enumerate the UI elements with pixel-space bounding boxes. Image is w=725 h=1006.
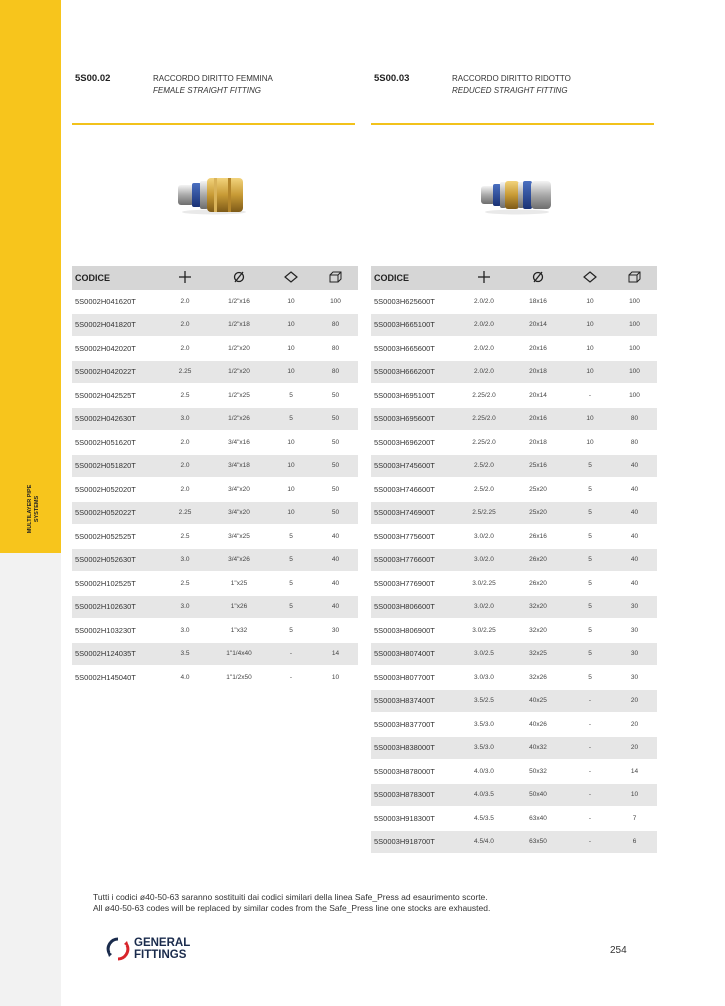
- size-cell: 32x20: [508, 595, 568, 619]
- box-cell: 40: [313, 548, 358, 572]
- table-row: [72, 619, 358, 643]
- column-header-box: [313, 266, 358, 290]
- pack-cell: 5: [568, 666, 612, 690]
- section-title-it: RACCORDO DIRITTO RIDOTTO: [452, 74, 571, 83]
- size-cell: 1/2"x25: [209, 384, 269, 408]
- table-row: [371, 454, 657, 478]
- pack-cell: -: [568, 783, 612, 807]
- size-cell: 1"1/2x50: [209, 666, 269, 690]
- code-cell: 5S0002H052630T: [72, 548, 161, 572]
- table-header-row: [371, 266, 657, 290]
- size-cell: 40x26: [508, 713, 568, 737]
- table-row: [72, 290, 358, 313]
- code-cell: 5S0003H878000T: [371, 760, 460, 784]
- size-cell: 3/4"x25: [209, 525, 269, 549]
- table-row: [371, 760, 657, 784]
- thickness-cell: 2.5/2.0: [460, 454, 508, 478]
- table-row: [72, 548, 358, 572]
- thickness-cell: 2.0: [161, 313, 209, 337]
- thickness-cell: 2.25/2.0: [460, 431, 508, 455]
- table-row: [371, 548, 657, 572]
- box-cell: 50: [313, 478, 358, 502]
- thickness-cell: 2.0: [161, 454, 209, 478]
- table-row: [371, 619, 657, 643]
- section-title-it: RACCORDO DIRITTO FEMMINA: [153, 74, 273, 83]
- code-cell: 5S0003H696200T: [371, 431, 460, 455]
- size-cell: 25x20: [508, 478, 568, 502]
- logo-wordmark: [134, 938, 190, 961]
- thickness-cell: 4.5/4.0: [460, 830, 508, 854]
- size-cell: 20x14: [508, 384, 568, 408]
- codes-table-body: [371, 290, 657, 854]
- code-cell: 5S0002H041620T: [72, 290, 161, 313]
- pack-cell: 5: [568, 525, 612, 549]
- box-cell: 10: [313, 666, 358, 690]
- code-cell: 5S0003H665100T: [371, 313, 460, 337]
- codes-table: [72, 266, 358, 690]
- size-cell: 25x16: [508, 454, 568, 478]
- code-cell: 5S0003H806900T: [371, 619, 460, 643]
- column-header-size: [209, 266, 269, 290]
- box-cell: 40: [612, 501, 657, 525]
- thickness-cell: 2.25/2.0: [460, 407, 508, 431]
- table-row: [371, 360, 657, 384]
- side-lower-bar: [0, 553, 61, 1006]
- thickness-cell: 2.0/2.0: [460, 290, 508, 313]
- table-row: [72, 431, 358, 455]
- box-cell: 50: [313, 454, 358, 478]
- size-cell: 3/4"x20: [209, 478, 269, 502]
- code-cell: 5S0002H051820T: [72, 454, 161, 478]
- size-cell: 3/4"x26: [209, 548, 269, 572]
- diamond-icon: [283, 270, 299, 284]
- box-cell: 80: [612, 407, 657, 431]
- size-cell: 63x50: [508, 830, 568, 854]
- code-cell: 5S0002H042525T: [72, 384, 161, 408]
- diameter-icon: [531, 270, 545, 284]
- box-cell: 50: [313, 407, 358, 431]
- size-cell: 1/2"x16: [209, 290, 269, 313]
- pack-cell: 10: [568, 407, 612, 431]
- pack-cell: -: [269, 666, 313, 690]
- box-cell: 30: [612, 595, 657, 619]
- box-cell: 14: [612, 760, 657, 784]
- box-cell: 80: [313, 337, 358, 361]
- section-code: 5S00.02: [75, 73, 111, 84]
- product-photo: [72, 125, 355, 266]
- thickness-cell: 2.5: [161, 525, 209, 549]
- crosshair-icon: [477, 270, 491, 284]
- brand-logo: [106, 936, 216, 964]
- table-row: [371, 666, 657, 690]
- code-cell: 5S0003H837400T: [371, 689, 460, 713]
- table-row: [72, 525, 358, 549]
- code-cell: 5S0003H776600T: [371, 548, 460, 572]
- code-cell: 5S0003H776900T: [371, 572, 460, 596]
- size-cell: 1"1/4x40: [209, 642, 269, 666]
- pack-cell: -: [568, 736, 612, 760]
- crosshair-icon: [178, 270, 192, 284]
- table-row: [371, 431, 657, 455]
- codes-table: [371, 266, 657, 854]
- code-cell: 5S0003H807700T: [371, 666, 460, 690]
- thickness-cell: 2.0/2.0: [460, 360, 508, 384]
- thickness-cell: 2.25: [161, 360, 209, 384]
- diamond-icon: [582, 270, 598, 284]
- box-cell: 40: [313, 572, 358, 596]
- table-row: [371, 595, 657, 619]
- table-row: [371, 713, 657, 737]
- pack-cell: -: [568, 689, 612, 713]
- pack-cell: -: [269, 642, 313, 666]
- size-cell: 1"x26: [209, 595, 269, 619]
- table-row: [72, 666, 358, 690]
- code-cell: 5S0003H695600T: [371, 407, 460, 431]
- code-cell: 5S0002H124035T: [72, 642, 161, 666]
- box-cell: 100: [612, 384, 657, 408]
- table-row: [371, 501, 657, 525]
- box-cell: 100: [313, 290, 358, 313]
- thickness-cell: 3.0/2.0: [460, 548, 508, 572]
- code-cell: 5S0003H806600T: [371, 595, 460, 619]
- thickness-cell: 3.0: [161, 407, 209, 431]
- size-cell: 3/4"x16: [209, 431, 269, 455]
- code-cell: 5S0003H746900T: [371, 501, 460, 525]
- box-cell: 40: [612, 478, 657, 502]
- thickness-cell: 3.0: [161, 548, 209, 572]
- pack-cell: 5: [568, 548, 612, 572]
- table-row: [371, 313, 657, 337]
- thickness-cell: 3.5: [161, 642, 209, 666]
- thickness-cell: 2.0: [161, 290, 209, 313]
- table-row: [371, 407, 657, 431]
- thickness-cell: 2.5: [161, 572, 209, 596]
- size-cell: 32x26: [508, 666, 568, 690]
- pack-cell: -: [568, 384, 612, 408]
- thickness-cell: 2.5/2.0: [460, 478, 508, 502]
- thickness-cell: 3.5/3.0: [460, 736, 508, 760]
- thickness-cell: 3.0/2.5: [460, 642, 508, 666]
- box-cell: 100: [612, 360, 657, 384]
- size-cell: 32x20: [508, 619, 568, 643]
- code-cell: 5S0003H666200T: [371, 360, 460, 384]
- table-row: [371, 736, 657, 760]
- side-label-line-2: SYSTEMS: [34, 495, 40, 523]
- code-cell: 5S0002H052525T: [72, 525, 161, 549]
- column-header-size: [508, 266, 568, 290]
- footnote-en: All ø40-50-63 codes will be replaced by similar codes from the Safe_Press line one stocks are exhausted.: [93, 902, 491, 913]
- pack-cell: 10: [269, 360, 313, 384]
- box-cell: 40: [612, 572, 657, 596]
- size-cell: 50x40: [508, 783, 568, 807]
- column-header-code: CODICE: [371, 266, 460, 290]
- thickness-cell: 4.5/3.5: [460, 807, 508, 831]
- size-cell: 1"x32: [209, 619, 269, 643]
- code-cell: 5S0002H042020T: [72, 337, 161, 361]
- size-cell: 26x20: [508, 548, 568, 572]
- box-cell: 100: [612, 337, 657, 361]
- box-cell: 20: [612, 689, 657, 713]
- section-title-en: REDUCED STRAIGHT FITTING: [452, 86, 568, 95]
- box-cell: 50: [313, 501, 358, 525]
- size-cell: 25x20: [508, 501, 568, 525]
- thickness-cell: 2.25/2.0: [460, 384, 508, 408]
- thickness-cell: 2.0: [161, 337, 209, 361]
- size-cell: 3/4"x18: [209, 454, 269, 478]
- box-cell: 40: [612, 454, 657, 478]
- column-header-box: [612, 266, 657, 290]
- code-cell: 5S0003H775600T: [371, 525, 460, 549]
- size-cell: 20x16: [508, 337, 568, 361]
- thickness-cell: 2.5/2.25: [460, 501, 508, 525]
- thickness-cell: 2.5: [161, 384, 209, 408]
- box-cell: 30: [612, 666, 657, 690]
- table-row: [371, 642, 657, 666]
- box-cell: 80: [313, 313, 358, 337]
- code-cell: 5S0003H918300T: [371, 807, 460, 831]
- thickness-cell: 2.0/2.0: [460, 313, 508, 337]
- size-cell: 3/4"x20: [209, 501, 269, 525]
- thickness-cell: 2.0: [161, 431, 209, 455]
- pack-cell: 10: [269, 290, 313, 313]
- thickness-cell: 4.0: [161, 666, 209, 690]
- thickness-cell: 2.25: [161, 501, 209, 525]
- size-cell: 40x32: [508, 736, 568, 760]
- side-section-label: [27, 409, 41, 609]
- thickness-cell: 3.0/2.25: [460, 619, 508, 643]
- size-cell: 40x25: [508, 689, 568, 713]
- pack-cell: 10: [269, 478, 313, 502]
- code-cell: 5S0002H052022T: [72, 501, 161, 525]
- box-icon: [627, 270, 643, 284]
- table-row: [371, 290, 657, 313]
- code-cell: 5S0002H041820T: [72, 313, 161, 337]
- table-row: [72, 313, 358, 337]
- pack-cell: -: [568, 807, 612, 831]
- section-title-en: FEMALE STRAIGHT FITTING: [153, 86, 262, 95]
- box-cell: 7: [612, 807, 657, 831]
- column-header-pack: [269, 266, 313, 290]
- product-photo: [371, 125, 654, 266]
- code-cell: 5S0002H051620T: [72, 431, 161, 455]
- box-cell: 40: [313, 595, 358, 619]
- column-header-pack: [568, 266, 612, 290]
- pack-cell: 5: [568, 619, 612, 643]
- box-cell: 30: [313, 619, 358, 643]
- size-cell: 26x16: [508, 525, 568, 549]
- size-cell: 50x32: [508, 760, 568, 784]
- pack-cell: 5: [269, 595, 313, 619]
- thickness-cell: 3.5/3.0: [460, 713, 508, 737]
- box-cell: 6: [612, 830, 657, 854]
- code-cell: 5S0003H695100T: [371, 384, 460, 408]
- box-cell: 30: [612, 642, 657, 666]
- box-cell: 14: [313, 642, 358, 666]
- pack-cell: 10: [568, 337, 612, 361]
- pack-cell: -: [568, 760, 612, 784]
- pack-cell: 5: [568, 572, 612, 596]
- pack-cell: 5: [269, 548, 313, 572]
- box-cell: 40: [313, 525, 358, 549]
- size-cell: 18x16: [508, 290, 568, 313]
- thickness-cell: 3.0: [161, 595, 209, 619]
- code-cell: 5S0002H145040T: [72, 666, 161, 690]
- section-female-straight-fitting: [72, 68, 355, 690]
- pack-cell: 5: [269, 525, 313, 549]
- box-cell: 40: [612, 548, 657, 572]
- size-cell: 20x18: [508, 360, 568, 384]
- code-cell: 5S0003H807400T: [371, 642, 460, 666]
- table-row: [72, 642, 358, 666]
- section-reduced-straight-fitting: [371, 68, 654, 854]
- thickness-cell: 3.0: [161, 619, 209, 643]
- logo-line-2: FITTINGS: [134, 948, 187, 961]
- pack-cell: 5: [568, 595, 612, 619]
- table-row: [371, 337, 657, 361]
- general-fittings-logo-icon: [106, 936, 130, 962]
- table-row: [72, 360, 358, 384]
- code-cell: 5S0003H838000T: [371, 736, 460, 760]
- thickness-cell: 3.0/2.0: [460, 525, 508, 549]
- code-cell: 5S0003H665600T: [371, 337, 460, 361]
- box-cell: 40: [612, 525, 657, 549]
- box-cell: 100: [612, 290, 657, 313]
- side-label-line-1: MULTILAYER PIPE: [27, 484, 33, 534]
- size-cell: 1"x25: [209, 572, 269, 596]
- pack-cell: 5: [269, 619, 313, 643]
- pack-cell: -: [568, 830, 612, 854]
- box-cell: 100: [612, 313, 657, 337]
- pack-cell: 10: [269, 431, 313, 455]
- pack-cell: 5: [568, 501, 612, 525]
- pack-cell: 10: [269, 501, 313, 525]
- size-cell: 1/2"x26: [209, 407, 269, 431]
- size-cell: 32x25: [508, 642, 568, 666]
- section-code: 5S00.03: [374, 73, 410, 84]
- table-row: [371, 783, 657, 807]
- code-cell: 5S0002H102525T: [72, 572, 161, 596]
- code-cell: 5S0003H878300T: [371, 783, 460, 807]
- column-header-thickness: [460, 266, 508, 290]
- size-cell: 1/2"x20: [209, 337, 269, 361]
- size-cell: 20x16: [508, 407, 568, 431]
- code-cell: 5S0002H103230T: [72, 619, 161, 643]
- table-row: [371, 807, 657, 831]
- box-cell: 50: [313, 431, 358, 455]
- pack-cell: 5: [568, 642, 612, 666]
- code-cell: 5S0002H042630T: [72, 407, 161, 431]
- pack-cell: 5: [568, 478, 612, 502]
- pack-cell: -: [568, 713, 612, 737]
- table-header-row: [72, 266, 358, 290]
- footnote-it: Tutti i codici ø40-50-63 saranno sostituiti dai codici similari della linea Safe_Press ad esaurimento scorte.: [93, 892, 488, 902]
- pack-cell: 10: [269, 313, 313, 337]
- table-row: [72, 407, 358, 431]
- thickness-cell: 2.0: [161, 478, 209, 502]
- column-header-code: CODICE: [72, 266, 161, 290]
- pack-cell: 10: [269, 454, 313, 478]
- diameter-icon: [232, 270, 246, 284]
- table-row: [371, 384, 657, 408]
- box-cell: 80: [313, 360, 358, 384]
- footnote: [93, 892, 490, 913]
- thickness-cell: 3.0/2.0: [460, 595, 508, 619]
- box-cell: 80: [612, 431, 657, 455]
- table-row: [72, 384, 358, 408]
- thickness-cell: 2.0/2.0: [460, 337, 508, 361]
- box-icon: [328, 270, 344, 284]
- pack-cell: 10: [269, 337, 313, 361]
- code-cell: 5S0002H042022T: [72, 360, 161, 384]
- box-cell: 30: [612, 619, 657, 643]
- pack-cell: 5: [568, 454, 612, 478]
- box-cell: 10: [612, 783, 657, 807]
- thickness-cell: 3.5/2.5: [460, 689, 508, 713]
- pack-cell: 5: [269, 572, 313, 596]
- section-header: [72, 68, 355, 125]
- thickness-cell: 4.0/3.5: [460, 783, 508, 807]
- box-cell: 50: [313, 384, 358, 408]
- code-cell: 5S0002H102630T: [72, 595, 161, 619]
- box-cell: 20: [612, 736, 657, 760]
- thickness-cell: 3.0/2.25: [460, 572, 508, 596]
- table-row: [371, 525, 657, 549]
- table-row: [72, 454, 358, 478]
- code-cell: 5S0003H837700T: [371, 713, 460, 737]
- table-row: [72, 478, 358, 502]
- pack-cell: 10: [568, 290, 612, 313]
- table-row: [371, 572, 657, 596]
- section-header: [371, 68, 654, 125]
- box-cell: 20: [612, 713, 657, 737]
- code-cell: 5S0003H918700T: [371, 830, 460, 854]
- table-row: [72, 595, 358, 619]
- thickness-cell: 3.0/3.0: [460, 666, 508, 690]
- size-cell: 63x40: [508, 807, 568, 831]
- code-cell: 5S0003H745600T: [371, 454, 460, 478]
- table-row: [371, 478, 657, 502]
- logo-line-1: GENERAL: [134, 937, 191, 949]
- pack-cell: 5: [269, 407, 313, 431]
- table-row: [371, 830, 657, 854]
- size-cell: 1/2"x20: [209, 360, 269, 384]
- pack-cell: 10: [568, 360, 612, 384]
- pack-cell: 5: [269, 384, 313, 408]
- table-row: [72, 501, 358, 525]
- pack-cell: 10: [568, 431, 612, 455]
- code-cell: 5S0003H625600T: [371, 290, 460, 313]
- size-cell: 1/2"x18: [209, 313, 269, 337]
- table-row: [371, 689, 657, 713]
- code-cell: 5S0003H746600T: [371, 478, 460, 502]
- reduced-straight-fitting-photo: [479, 173, 555, 215]
- table-row: [72, 572, 358, 596]
- size-cell: 20x14: [508, 313, 568, 337]
- thickness-cell: 4.0/3.0: [460, 760, 508, 784]
- column-header-thickness: [161, 266, 209, 290]
- codes-table-body: [72, 290, 358, 689]
- pack-cell: 10: [568, 313, 612, 337]
- size-cell: 20x18: [508, 431, 568, 455]
- table-row: [72, 337, 358, 361]
- size-cell: 26x20: [508, 572, 568, 596]
- page-number: 254: [610, 945, 627, 956]
- female-straight-fitting-photo: [176, 173, 252, 215]
- code-cell: 5S0002H052020T: [72, 478, 161, 502]
